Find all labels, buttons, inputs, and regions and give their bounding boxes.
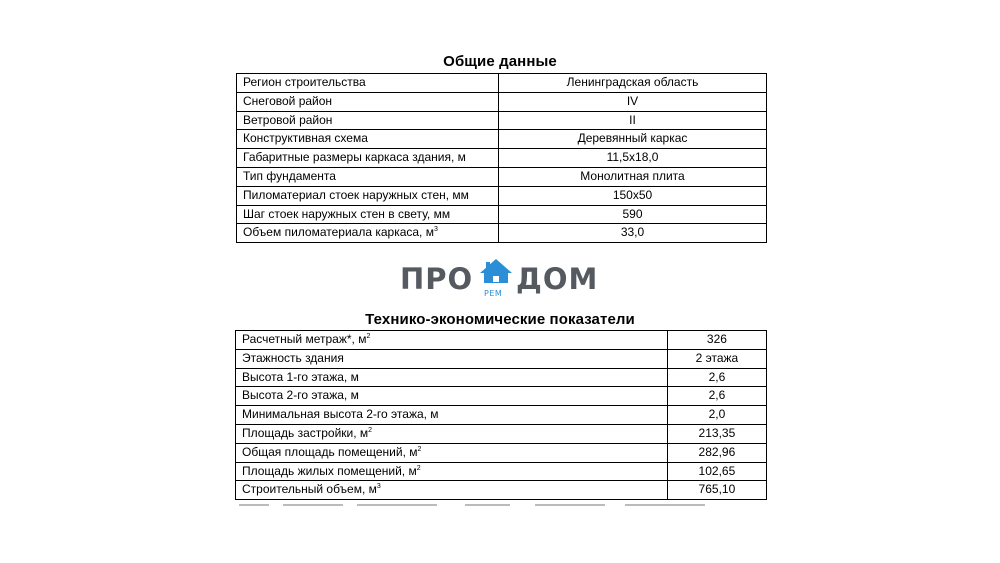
table-row bbox=[236, 406, 767, 425]
unit-exponent: 2 bbox=[368, 426, 373, 434]
cropped-footnote bbox=[235, 503, 767, 506]
row-value: II bbox=[499, 111, 767, 130]
row-label-cell bbox=[237, 149, 499, 168]
row-value: Монолитная плита bbox=[499, 167, 767, 186]
table-row bbox=[236, 331, 767, 350]
row-label-cell bbox=[236, 331, 668, 350]
row-label-cell bbox=[236, 368, 668, 387]
row-label-cell bbox=[237, 224, 499, 243]
row-label-cell bbox=[237, 130, 499, 149]
logo-subtext: РЕМ bbox=[484, 289, 503, 298]
table-row bbox=[237, 224, 767, 243]
table-row bbox=[237, 130, 767, 149]
row-label: Объем пиломатериала каркаса, м bbox=[243, 225, 434, 240]
row-label-cell bbox=[236, 462, 668, 481]
row-label: Шаг стоек наружных стен в свету, мм bbox=[243, 206, 451, 221]
row-value: Ленинградская область bbox=[499, 74, 767, 93]
row-label: Снеговой район bbox=[243, 93, 333, 108]
row-label: Строительный объем, м bbox=[242, 482, 377, 497]
general-data-table bbox=[236, 73, 767, 243]
table-row bbox=[236, 387, 767, 406]
table-row bbox=[236, 424, 767, 443]
row-label-cell bbox=[237, 74, 499, 93]
general-data-title: Общие данные bbox=[443, 53, 557, 70]
row-label: Площадь жилых помещений, м bbox=[242, 463, 417, 478]
row-label: Площадь застройки, м bbox=[242, 425, 369, 440]
table-row bbox=[237, 186, 767, 205]
logo bbox=[400, 258, 600, 300]
row-value: 2,0 bbox=[667, 406, 766, 425]
indicators-title: Технико-экономические показатели bbox=[365, 311, 635, 328]
row-label: Высота 2-го этажа, м bbox=[242, 388, 359, 403]
row-value: Деревянный каркас bbox=[499, 130, 767, 149]
row-label: Ветровой район bbox=[243, 112, 333, 127]
table-row bbox=[236, 443, 767, 462]
row-label-cell bbox=[236, 424, 668, 443]
row-label: Расчетный метраж*, м bbox=[242, 332, 367, 346]
row-label-cell bbox=[236, 481, 668, 500]
unit-exponent: 2 bbox=[366, 333, 371, 340]
row-label-cell bbox=[237, 111, 499, 130]
row-label-cell bbox=[236, 443, 668, 462]
table-row bbox=[237, 92, 767, 111]
row-value: 2,6 bbox=[667, 368, 766, 387]
row-label-cell bbox=[236, 387, 668, 406]
row-label: Минимальная высота 2-го этажа, м bbox=[242, 407, 439, 422]
row-value: 326 bbox=[667, 331, 766, 350]
table-row bbox=[237, 149, 767, 168]
unit-exponent: 3 bbox=[376, 483, 381, 491]
row-label-cell bbox=[236, 406, 668, 425]
row-label: Конструктивная схема bbox=[243, 131, 368, 146]
unit-exponent: 2 bbox=[416, 464, 421, 472]
row-value: IV bbox=[499, 92, 767, 111]
house-icon bbox=[479, 258, 513, 290]
row-value: 11,5х18,0 bbox=[499, 149, 767, 168]
row-label-cell bbox=[237, 92, 499, 111]
table-row bbox=[237, 74, 767, 93]
row-label: Общая площадь помещений, м bbox=[242, 444, 418, 459]
row-value: 150х50 bbox=[499, 186, 767, 205]
row-label: Этажность здания bbox=[242, 350, 344, 365]
row-value: 33,0 bbox=[499, 224, 767, 243]
row-label: Регион строительства bbox=[243, 75, 366, 89]
unit-exponent: 3 bbox=[433, 226, 438, 234]
row-label-cell bbox=[236, 349, 668, 368]
row-label-cell bbox=[237, 205, 499, 224]
row-label: Высота 1-го этажа, м bbox=[242, 369, 359, 384]
row-value: 102,65 bbox=[667, 462, 766, 481]
row-label: Пиломатериал стоек наружных стен, мм bbox=[243, 187, 469, 202]
row-value: 2 этажа bbox=[667, 349, 766, 368]
row-value: 765,10 bbox=[667, 481, 766, 500]
row-value: 282,96 bbox=[667, 443, 766, 462]
indicators-table bbox=[235, 330, 767, 500]
table-row bbox=[236, 349, 767, 368]
row-label: Габаритные размеры каркаса здания, м bbox=[243, 150, 466, 165]
table-row bbox=[236, 481, 767, 500]
table-row bbox=[236, 462, 767, 481]
row-label-cell bbox=[237, 186, 499, 205]
table-row bbox=[236, 368, 767, 387]
row-value: 590 bbox=[499, 205, 767, 224]
logo-left-text: ПРО bbox=[400, 262, 474, 296]
row-value: 213,35 bbox=[667, 424, 766, 443]
row-label: Тип фундамента bbox=[243, 168, 336, 183]
row-value: 2,6 bbox=[667, 387, 766, 406]
logo-right-text: ДОМ bbox=[516, 262, 599, 296]
row-label-cell bbox=[237, 167, 499, 186]
unit-exponent: 2 bbox=[417, 445, 422, 453]
table-row bbox=[237, 111, 767, 130]
table-row bbox=[237, 167, 767, 186]
table-row bbox=[237, 205, 767, 224]
